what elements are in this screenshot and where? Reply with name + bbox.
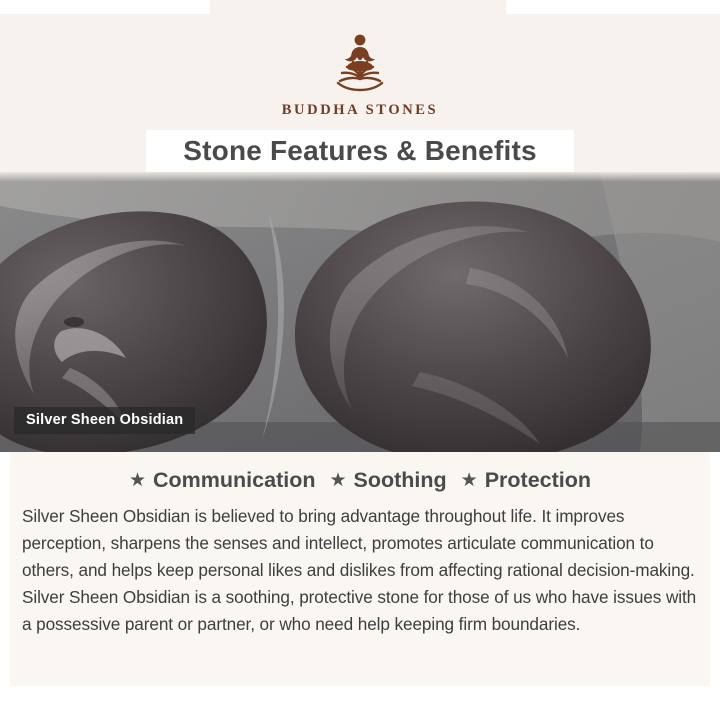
page-title [146,130,574,172]
brand-block [0,26,720,119]
photo-caption: Silver Sheen Obsidian [14,407,195,434]
benefits-panel [0,452,720,720]
keyword-item [129,468,316,493]
keyword-item [461,468,591,493]
top-right-notch [506,0,720,14]
photo-top-fade [0,172,720,182]
keyword-list [22,468,698,493]
star-icon: ★ [329,470,347,491]
benefits-paragraph: Silver Sheen Obsidian is believed to bring advantage throughout life. It improves perception, sharpens the senses and intellect, promotes articulate communication to others, and helps keep personal likes and dislikes from affecting rational decision-making. Silver Sheen Obsidian is a soothing, protective stone for those of us who have issues with a possessive parent or partner, or who need help keeping firm boundaries. [22,506,697,634]
page-title-text: Stone Features & Benefits [183,135,537,166]
brand-name: BUDDHA STONES [281,102,439,118]
star-icon: ★ [460,470,478,491]
top-left-notch [0,0,210,14]
left-margin-strip [0,452,10,720]
bottom-margin-strip [0,686,720,720]
star-icon: ★ [128,470,147,491]
keyword-label: Soothing [353,468,447,492]
keyword-item [329,468,446,493]
lotus-meditation-figure-icon [0,26,720,96]
stone-photo [0,172,720,452]
keyword-label: Protection [484,468,592,492]
header-band [0,0,720,172]
keyword-label: Communication [153,468,316,492]
right-margin-strip [710,452,720,720]
